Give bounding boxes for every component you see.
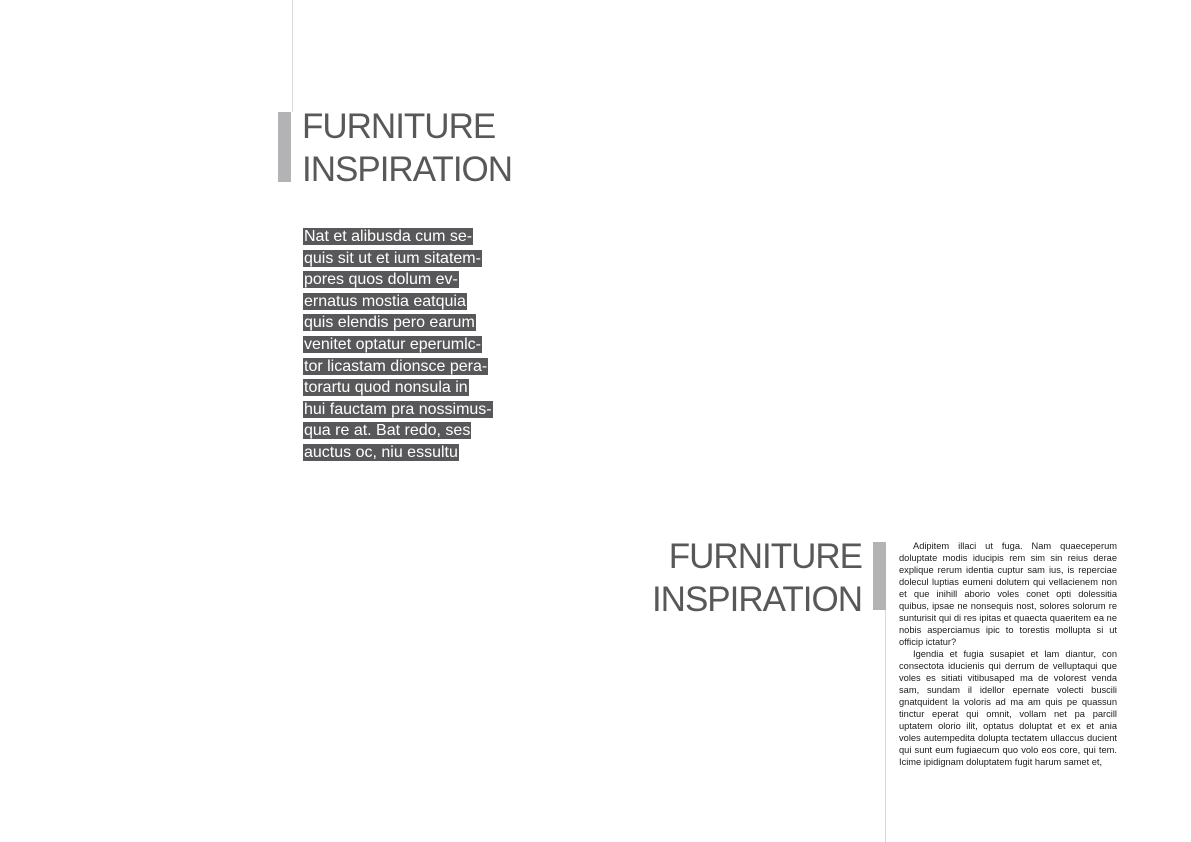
highlight-line: quis sit ut et ium sitatem- [304, 249, 481, 267]
highlight-line: pores quos dolum ev- [304, 271, 458, 289]
highlight-line: torartu quod nonsula in [304, 379, 468, 397]
page-title-bottom: FURNITURE INSPIRATION [651, 537, 862, 619]
highlighted-intro-text [303, 226, 518, 464]
highlight-line: Nat et alibusda cum se- [304, 228, 473, 245]
highlight-line: venitet optatur eperumlc- [304, 335, 481, 353]
column-rule-right [885, 608, 886, 842]
heading-accent-bar-bottom [873, 542, 886, 610]
highlight-line: hui fauctam pra nossimus- [304, 400, 492, 418]
highlight-line: tor licastam dionsce pera- [304, 357, 488, 375]
page-title-top: FURNITURE INSPIRATION [302, 107, 513, 189]
body-paragraph-2: Igendia et fugia susapiet et lam diantur, con consectota iducienis qui derrum de velluptaqui que voles es sitiati vitibusaped ma de volorest venda sam, sundam il idellor epernate volecti buscili gnatquident la voloris ad ma am quis pe quassun tinctur eperat qui omnit, vollam net pa parcill uptatem olorio ilit, optatus doluptat et ex et ania voles autempedita dolupta tectatem ullaccus ducient qui sunt eum fugiaecum quo volo eos core, qui tem. Icime ipidignam doluptatem fugit harum samet et, [899, 649, 1117, 767]
highlight-line: qua re at. Bat redo, ses [304, 422, 471, 440]
body-paragraph-1: Adipitem illaci ut fuga. Nam quaeceperum doluptate modis iducipis rem sim sin reius derae explique rerum identia cuptur sam ius, is reperciae dolecul luptias eumeni dolutem qui vellacienem non et que inihill aborio voles conet opti dolessitia quibus, ipsae ne nonsequis nost, solores solorum re sunturisit qui di res ipitas et quaecta quaeritem ea ne nobis asperciamus ipic to torestis mollupta si ut officip ictatur? [899, 541, 1117, 647]
highlight-line: auctus oc, niu essultu [304, 443, 458, 461]
highlight-line: ernatus mostia eatquia [304, 292, 466, 310]
body-copy-column [899, 540, 1117, 768]
highlight-line: quis elendis pero earum [304, 314, 475, 332]
heading-accent-bar-top [278, 112, 291, 182]
column-rule-left [292, 0, 293, 112]
